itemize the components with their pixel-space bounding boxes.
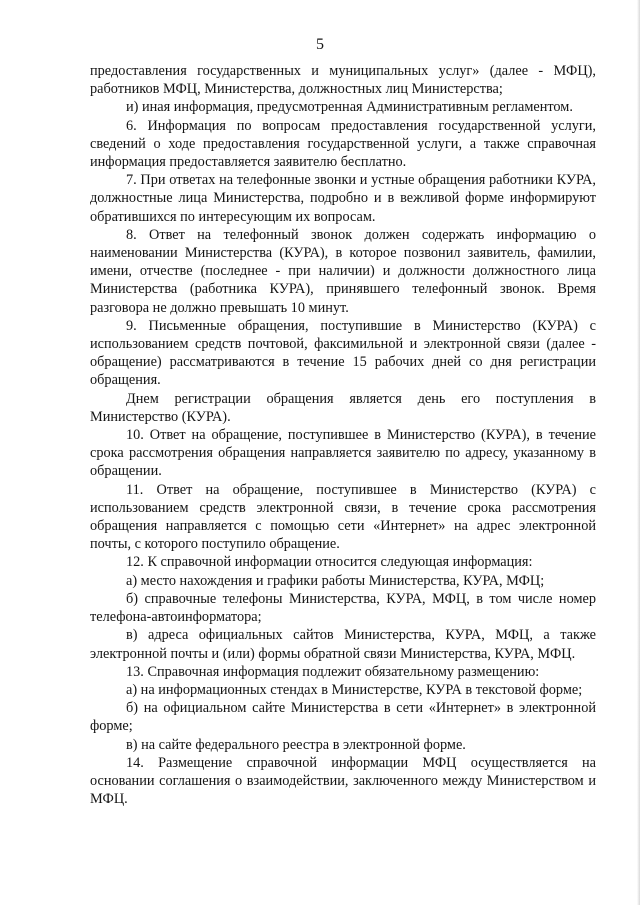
paragraph-13: 13. Справочная информация подлежит обязательному размещению: <box>126 663 540 680</box>
paragraph-continuation: предоставления государственных и муниципальных услуг» (далее - МФЦ), работников МФЦ, Министерства, должностных лиц Министерства; <box>90 63 596 98</box>
paragraph-7: 7. При ответах на телефонные звонки и устные обращения работники КУРА, должностные лица Министерства, подробно и в вежливой форме информируют обратившихся по интересующим их вопросам. <box>90 172 596 225</box>
page-number: 5 <box>316 36 324 53</box>
paragraph-9: 9. Письменные обращения, поступившие в Министерство (КУРА) с использованием средств почтовой, факсимильной и электронной связи (далее - обращение) рассматриваются в течение 15 рабочих дней со дня регистрации обращения. <box>90 317 596 389</box>
paragraph-10: 10. Ответ на обращение, поступившее в Министерство (КУРА), в течение срока рассмотрения обращения направляется заявителю по адресу, указанному в обращении. <box>90 427 596 480</box>
paragraph-12-a: а) место нахождения и графики работы Министерства, КУРА, МФЦ; <box>126 572 545 589</box>
paragraph-8: 8. Ответ на телефонный звонок должен содержать информацию о наименовании Министерства (КУРА), в которое позвонил заявитель, фамилии, имени, отчестве (последнее - при наличии) и должности должностного лица Министерства (работника КУРА), принявшего телефонный звонок. Время разговора не должно превышать 10 минут. <box>90 226 596 316</box>
paragraph-14: 14. Размещение справочной информации МФЦ осуществляется на основании соглашения о взаимодействии, заключенного между Министерством и МФЦ. <box>90 754 596 808</box>
paragraph-item-i: и) иная информация, предусмотренная Административным регламентом. <box>126 99 573 116</box>
paragraph-6: 6. Информация по вопросам предоставления государственной услуги, сведений о ходе предоставления государственной услуги, а также справочная информация предоставляется заявителю бесплатно. <box>90 117 596 171</box>
paragraph-12-b: б) справочные телефоны Министерства, КУРА, МФЦ, в том числе номер телефона-автоинформатора; <box>90 590 596 626</box>
paragraph-11: 11. Ответ на обращение, поступившее в Министерство (КУРА) с использованием средств электронной связи, в течение срока рассмотрения обращения направляется с помощью сети «Интернет» на адрес электронной почты, с которого поступило обращение. <box>90 481 596 553</box>
paragraph-13-b: б) на официальном сайте Министерства в сети «Интернет» в электронной форме; <box>90 700 596 735</box>
paragraph-12-v: в) адреса официальных сайтов Министерства, КУРА, МФЦ, а также электронной почты и (или) формы обратной связи Министерства, КУРА, МФЦ. <box>90 627 596 662</box>
document-body <box>90 62 596 808</box>
paragraph-13-v: в) на сайте федерального реестра в электронной форме. <box>126 736 466 753</box>
paragraph-13-a: а) на информационных стендах в Министерстве, КУРА в текстовой форме; <box>126 681 583 698</box>
paragraph-12: 12. К справочной информации относится следующая информация: <box>126 554 533 571</box>
paragraph-registration-day: Днем регистрации обращения является день его поступления в Министерство (КУРА). <box>90 390 596 425</box>
